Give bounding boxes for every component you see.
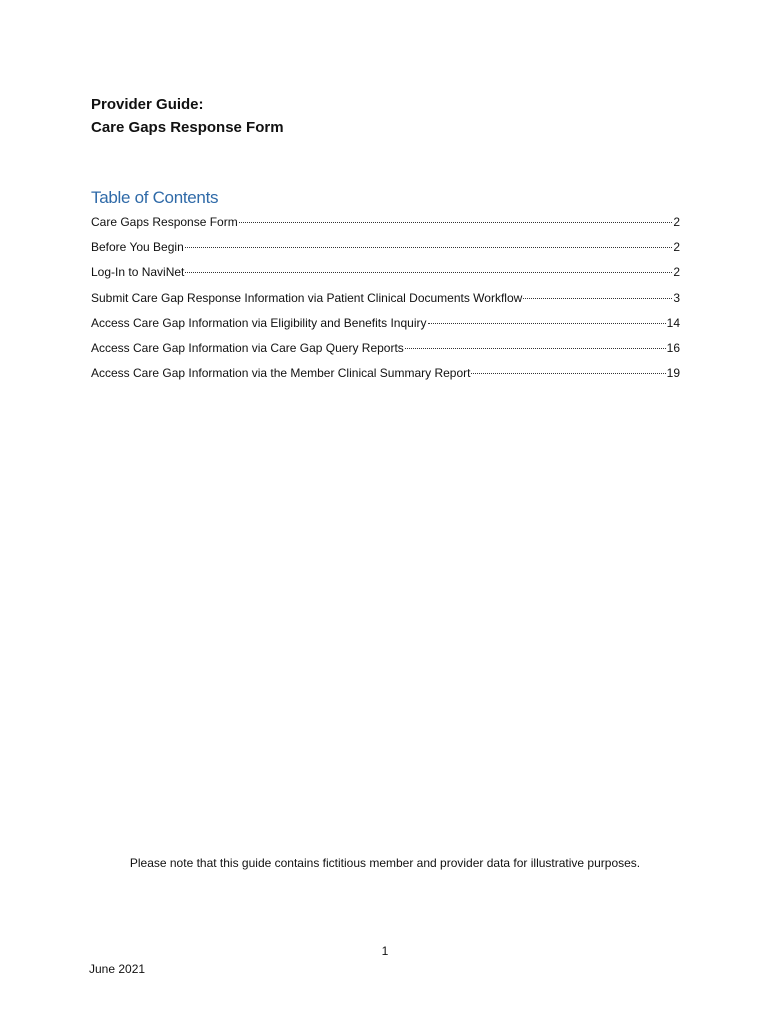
toc-entry-page[interactable]: 14: [666, 315, 680, 330]
toc-entry-care-gaps-response-form[interactable]: [91, 211, 680, 236]
toc-entry-eligibility-benefits-inquiry[interactable]: [91, 312, 680, 337]
toc-entry-label[interactable]: Before You Begin: [91, 240, 184, 255]
toc-dot-leader: [239, 222, 673, 223]
toc-dot-leader: [428, 323, 666, 324]
document-title-line-2: Care Gaps Response Form: [91, 119, 284, 136]
toc-entry-label[interactable]: Access Care Gap Information via the Member Clinical Summary Report: [91, 366, 471, 381]
toc-heading: Table of Contents: [91, 188, 219, 207]
toc-entry-page[interactable]: 2: [673, 265, 680, 280]
toc-entry-label[interactable]: Care Gaps Response Form: [91, 215, 238, 229]
toc-entry-label[interactable]: Submit Care Gap Response Information via Patient Clinical Documents Workflow: [91, 290, 523, 305]
toc-entry-page[interactable]: 19: [666, 366, 680, 381]
toc-entry-page[interactable]: 3: [673, 290, 680, 305]
toc-entry-label[interactable]: Access Care Gap Information via Care Gap Query Reports: [91, 340, 404, 355]
toc-entry-member-clinical-summary[interactable]: [91, 362, 680, 387]
toc-entry-before-you-begin[interactable]: [91, 236, 680, 261]
toc-entry-care-gap-query-reports[interactable]: [91, 337, 680, 362]
page-number: 1: [381, 944, 389, 958]
toc-dot-leader: [471, 373, 665, 374]
toc-dot-leader: [185, 247, 673, 248]
toc-entry-label[interactable]: Log-In to NaviNet: [91, 265, 185, 280]
footer-date: June 2021: [89, 962, 146, 976]
toc-entry-submit-care-gap-response[interactable]: [91, 287, 680, 312]
toc-entry-page[interactable]: 2: [673, 215, 680, 229]
toc-entry-page[interactable]: 2: [673, 240, 680, 255]
document-title: [91, 93, 284, 139]
toc-entry-label[interactable]: Access Care Gap Information via Eligibility and Benefits Inquiry: [91, 315, 427, 330]
table-of-contents: [91, 211, 680, 387]
toc-entry-page[interactable]: 16: [666, 340, 680, 355]
toc-dot-leader: [405, 348, 666, 349]
toc-dot-leader: [523, 298, 672, 299]
toc-dot-leader: [185, 272, 672, 273]
disclaimer-note: Please note that this guide contains fictitious member and provider data for illustrative purposes.: [129, 856, 641, 870]
document-title-line-1: Provider Guide:: [91, 96, 204, 113]
toc-entry-log-in-to-navinet[interactable]: [91, 261, 680, 286]
